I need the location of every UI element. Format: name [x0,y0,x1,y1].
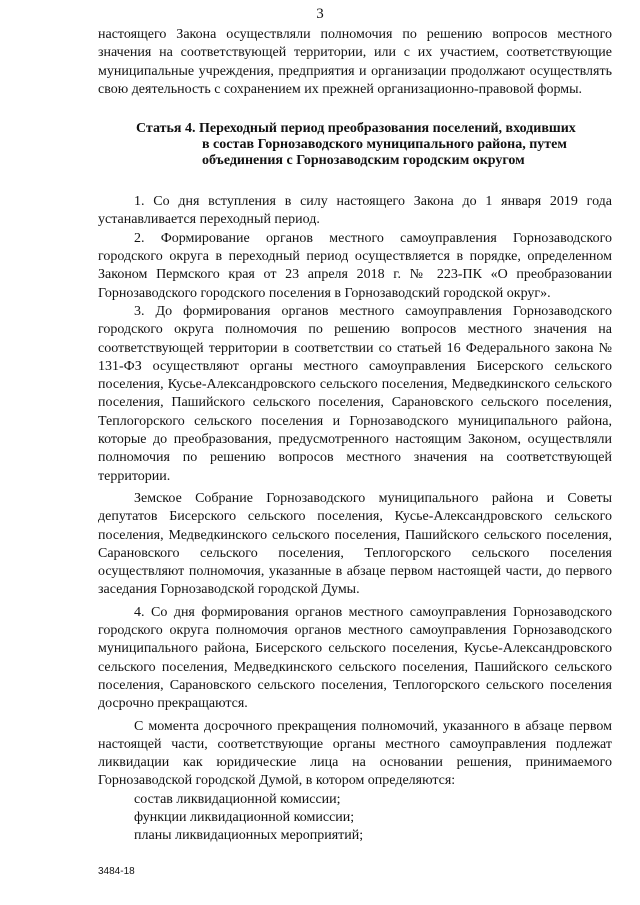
list-item: планы ликвидационных мероприятий; [134,828,364,844]
list-item: состав ликвидационной комиссии; [134,791,341,807]
article-heading-line-3: объединения с Горнозаводским городским округом [202,153,525,169]
paragraph-part-4: 4. Со дня формирования органов местного самоуправления Горнозаводского городского округа полномочия органов местного самоуправления Горнозаводского муниципального района, Бисерского сельского поселения, Кусье-Александровского сельского поселения, Медведкинского сельского поселения, Пашийского сельского поселения, Сарановского сельского поселения, Теплогорского сельского поселения досрочно прекращаются. [98,604,612,712]
paragraph-part-3: 3. До формирования органов местного самоуправления Горнозаводского городского округа полномочия по решению вопросов местного значения на соответствующей территории в соответствии со статьей 16 Федерального закона № 131-ФЗ осуществляют органы местного самоуправления Бисерского сельского поселения, Кусье-Александровского сельского поселения, Медведкинского сельского поселения, Пашийского сельского поселения, Сарановского сельского поселения, Теплогорского сельского поселения и Горнозаводского муниципального района, которые до преобразования, предусмотренного настоящим Законом, осуществляли полномочия по решению вопросов местного значения на соответствующей территории. [98,303,612,484]
article-heading-line-2: в состав Горнозаводского муниципального района, путем [202,137,567,153]
page-number: 3 [316,6,324,22]
list-item: функции ликвидационной комиссии; [134,809,355,825]
paragraph-part-2: 2. Формирование органов местного самоуправления Горнозаводского городского округа в переходный период осуществляется в порядке, определенном Законом Пермского края от 23 апреля 2018 г. № 223-ПК «О преобразовании Горнозаводского городского поселения в Горнозаводский городской округ». [98,230,612,301]
article-4-heading [98,121,612,169]
paragraph-part-3-second: Земское Собрание Горнозаводского муниципального района и Советы депутатов Бисерского сельского поселения, Кусье-Александровского сельского поселения, Медведкинского сельского поселения, Пашийского сельского поселения, Сарановского сельского поселения, Теплогорского сельского поселения осуществляют полномочия, указанные в абзаце первом настоящей части, до первого заседания Горнозаводской городской Думы. [98,490,612,598]
paragraph-part-4-second: С момента досрочного прекращения полномочий, указанного в абзаце первом настоящей части, соответствующие органы местного самоуправления подлежат ликвидации как юридические лица на основании решения, принимаемого Горнозаводской городской Думой, в котором определяются: [98,718,612,789]
article-heading-line-1: Статья 4. Переходный период преобразования поселений, входивших [136,121,576,137]
paragraph-part-1: 1. Со дня вступления в силу настоящего Закона до 1 января 2019 года устанавливается переходный период. [98,194,612,228]
intro-paragraph: настоящего Закона осуществляли полномочия по решению вопросов местного значения на соответствующей территории, или с их участием, соответствующие муниципальные учреждения, предприятия и организации продолжают осуществлять свою деятельность с сохранением их прежней организационно-правовой формы. [98,27,612,97]
document-code: 3484-18 [98,866,135,877]
document-body [98,26,612,846]
